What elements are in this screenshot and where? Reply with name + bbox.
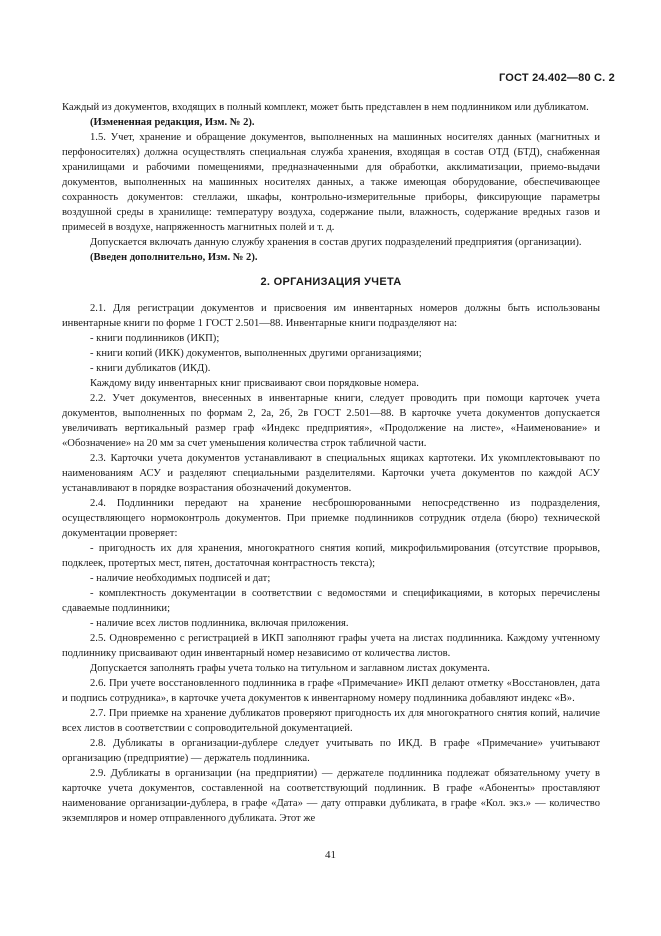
paragraph: Каждый из документов, входящих в полный комплект, может быть представлен в нем подлинником или дубликатом. [62,102,589,113]
list-item: - книги подлинников (ИКП); [90,333,220,344]
paragraph: Допускается включать данную службу хранения в состав других подразделений предприятия (организации). [90,237,582,248]
list-item: - книги копий (ИКК) документов, выполненных другими организациями; [90,348,422,359]
list-item: - наличие необходимых подписей и дат; [90,573,271,584]
list-item: - комплектность документации в соответствии с ведомостями и спецификациями, в которых перечислены сдаваемые подлинники; [62,588,600,614]
paragraph: 2.1. Для регистрации документов и присвоения им инвентарных номеров должны быть использованы инвентарные книги по форме 1 ГОСТ 2.501—88. Инвентарные книги подразделяют на: [62,303,600,329]
paragraph: 2.2. Учет документов, внесенных в инвентарные книги, следует проводить при помощи карточек учета документов, выполненных по формам 2, 2а, 2б, 2в ГОСТ 2.501—88. В карточке учета документов допускается увеличивать вертикальный размер граф «Индекс предприятия», «Продолжение на листе», «Наименование» и «Обозначение» на 20 мм за счет уменьшения количества строк табличной части. [62,393,600,449]
paragraph: 1.5. Учет, хранение и обращение документов, выполненных на машинных носителях данных (магнитных и перфоносителях) должна осуществлять специальная служба хранения, входящая в состав ОТД (БТД), снабженная хранилищами и рабочими помещениями, предназначенными для обработки, акклиматизации, приемо-выдачи документов, выполненных на машинных носителях данных, а также имеющая оборудование, обеспечивающее сохранность документов: стеллажи, шкафы, контрольно-измерительные приборы, фиксирующие параметры воздушной среды в хранилище: температуру воздуха, содержание пыли, влажность, содержание вредных газов и примесей в воздухе, напряженность магнитных полей и т. д. [62,132,600,233]
paragraph: 2.8. Дубликаты в организации-дублере следует учитывать по ИКД. В графе «Примечание» учитывают организацию (предприятие) — держатель подлинника. [62,738,600,764]
paragraph: 2.9. Дубликаты в организации (на предприятии) — держателе подлинника подлежат обязательному учету в карточке учета документов, составленной на соответствующий подлинник. В графе «Абоненты» проставляют наименование организации-дублера, в графе «Дата» — дату отправки дубликата, в графе «Кол. экз.» — количество экземпляров и номер отправленного дубликата. Этот же [62,768,600,824]
section-title: 2. ОРГАНИЗАЦИЯ УЧЕТА [260,276,402,288]
paragraph: Допускается заполнять графы учета только на титульном и заглавном листах документа. [90,663,490,674]
paragraph: 2.3. Карточки учета документов устанавливают в специальных ящиках картотеки. Их укомплектовывают по наименованиям АСУ и разделяют специальными разделителями. Карточки учета документов по каждой АСУ устанавливают в порядке возрастания обозначений документов. [62,453,600,494]
paragraph: 2.6. При учете восстановленного подлинника в графе «Примечание» ИКП делают отметку «Восстановлен, дата и подпись сотрудника», в карточке учета документов к инвентарному номеру подлинника добавляют индекс «В». [62,678,600,704]
paragraph: Каждому виду инвентарных книг присваивают свои порядковые номера. [90,378,419,389]
page-number: 41 [325,849,336,861]
paragraph: 2.4. Подлинники передают на хранение несброшюрованными непосредственно из подразделения, осуществляющего нормоконтроль документов. При приемке подлинников сотрудник отдела (бюро) технической документации проверяет: [62,498,600,539]
paragraph: 2.5. Одновременно с регистрацией в ИКП заполняют графы учета на листах подлинника. Каждому учтенному подлиннику присваивают один инвентарный номер независимо от количества листов. [62,633,600,659]
page-body [62,100,600,826]
amendment-note: (Введен дополнительно, Изм. № 2). [90,252,258,263]
list-item: - наличие всех листов подлинника, включая приложения. [90,618,349,629]
list-item: - книги дубликатов (ИКД). [90,363,211,374]
paragraph: 2.7. При приемке на хранение дубликатов проверяют пригодность их для многократного снятия копий, наличие всех листов в соответствии с сопроводительной документацией. [62,708,600,734]
amendment-note: (Измененная редакция, Изм. № 2). [90,117,255,128]
page-header: ГОСТ 24.402—80 С. 2 [498,72,615,84]
list-item: - пригодность их для хранения, многократного снятия копий, микрофильмирования (отсутствие прорывов, подклеек, протертых мест, пятен, достаточная контрастность текста); [62,543,600,569]
